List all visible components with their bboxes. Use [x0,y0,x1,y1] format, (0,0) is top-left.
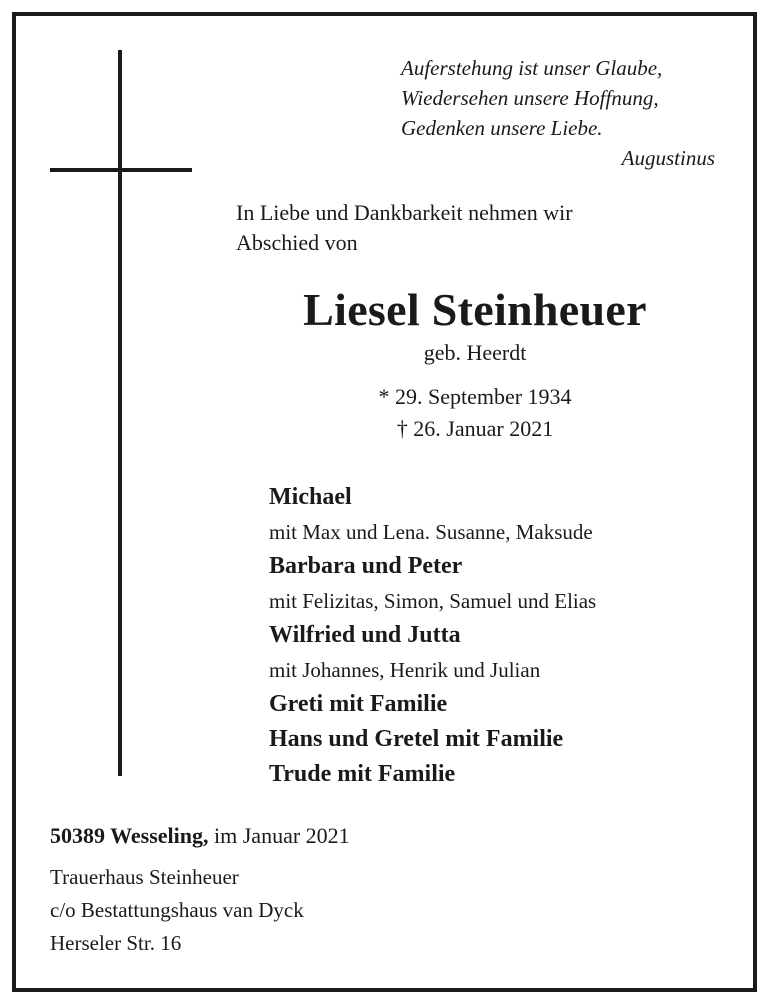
mourner-name: Trude mit Familie [269,761,456,787]
birth-date: * 29. September 1934 [378,384,572,409]
mourner-name: Greti mit Familie [269,691,448,717]
quote-author: Augustinus [621,146,715,170]
quote-line: Auferstehung ist unser Glaube, [401,56,663,80]
quote-line: Gedenken unsere Liebe. [401,116,603,140]
place-city: 50389 Wesseling, [50,823,209,848]
place-date-text: im Januar 2021 [208,823,350,848]
intro-text [236,198,716,258]
mourner-name: Wilfried und Jutta [269,622,461,648]
mourners-list [269,480,739,792]
intro-line: Abschied von [236,230,358,255]
mourner-detail: mit Johannes, Henrik und Julian [269,658,541,682]
address-line: c/o Bestattungshaus van Dyck [50,898,304,922]
born-name: geb. Heerdt [423,340,527,365]
deceased-name: Liesel Steinheuer [303,284,647,335]
mourner-name: Barbara und Peter [269,553,463,579]
mourner-name: Hans und Gretel mit Familie [269,726,564,752]
address-block [50,861,304,960]
cross-vertical-bar [118,50,122,776]
address-line: Trauerhaus Steinheuer [50,865,239,889]
mourner-detail: mit Max und Lena. Susanne, Maksude [269,520,593,544]
place-date [50,820,350,852]
death-date: † 26. Januar 2021 [396,416,554,441]
mourner-detail: mit Felizitas, Simon, Samuel und Elias [269,589,597,613]
cross-horizontal-bar [50,168,192,172]
intro-line: In Liebe und Dankbarkeit nehmen wir [236,200,573,225]
quote-line: Wiedersehen unsere Hoffnung, [401,86,659,110]
quote [401,53,721,173]
address-line: Herseler Str. 16 [50,931,182,955]
mourner-name: Michael [269,484,352,510]
